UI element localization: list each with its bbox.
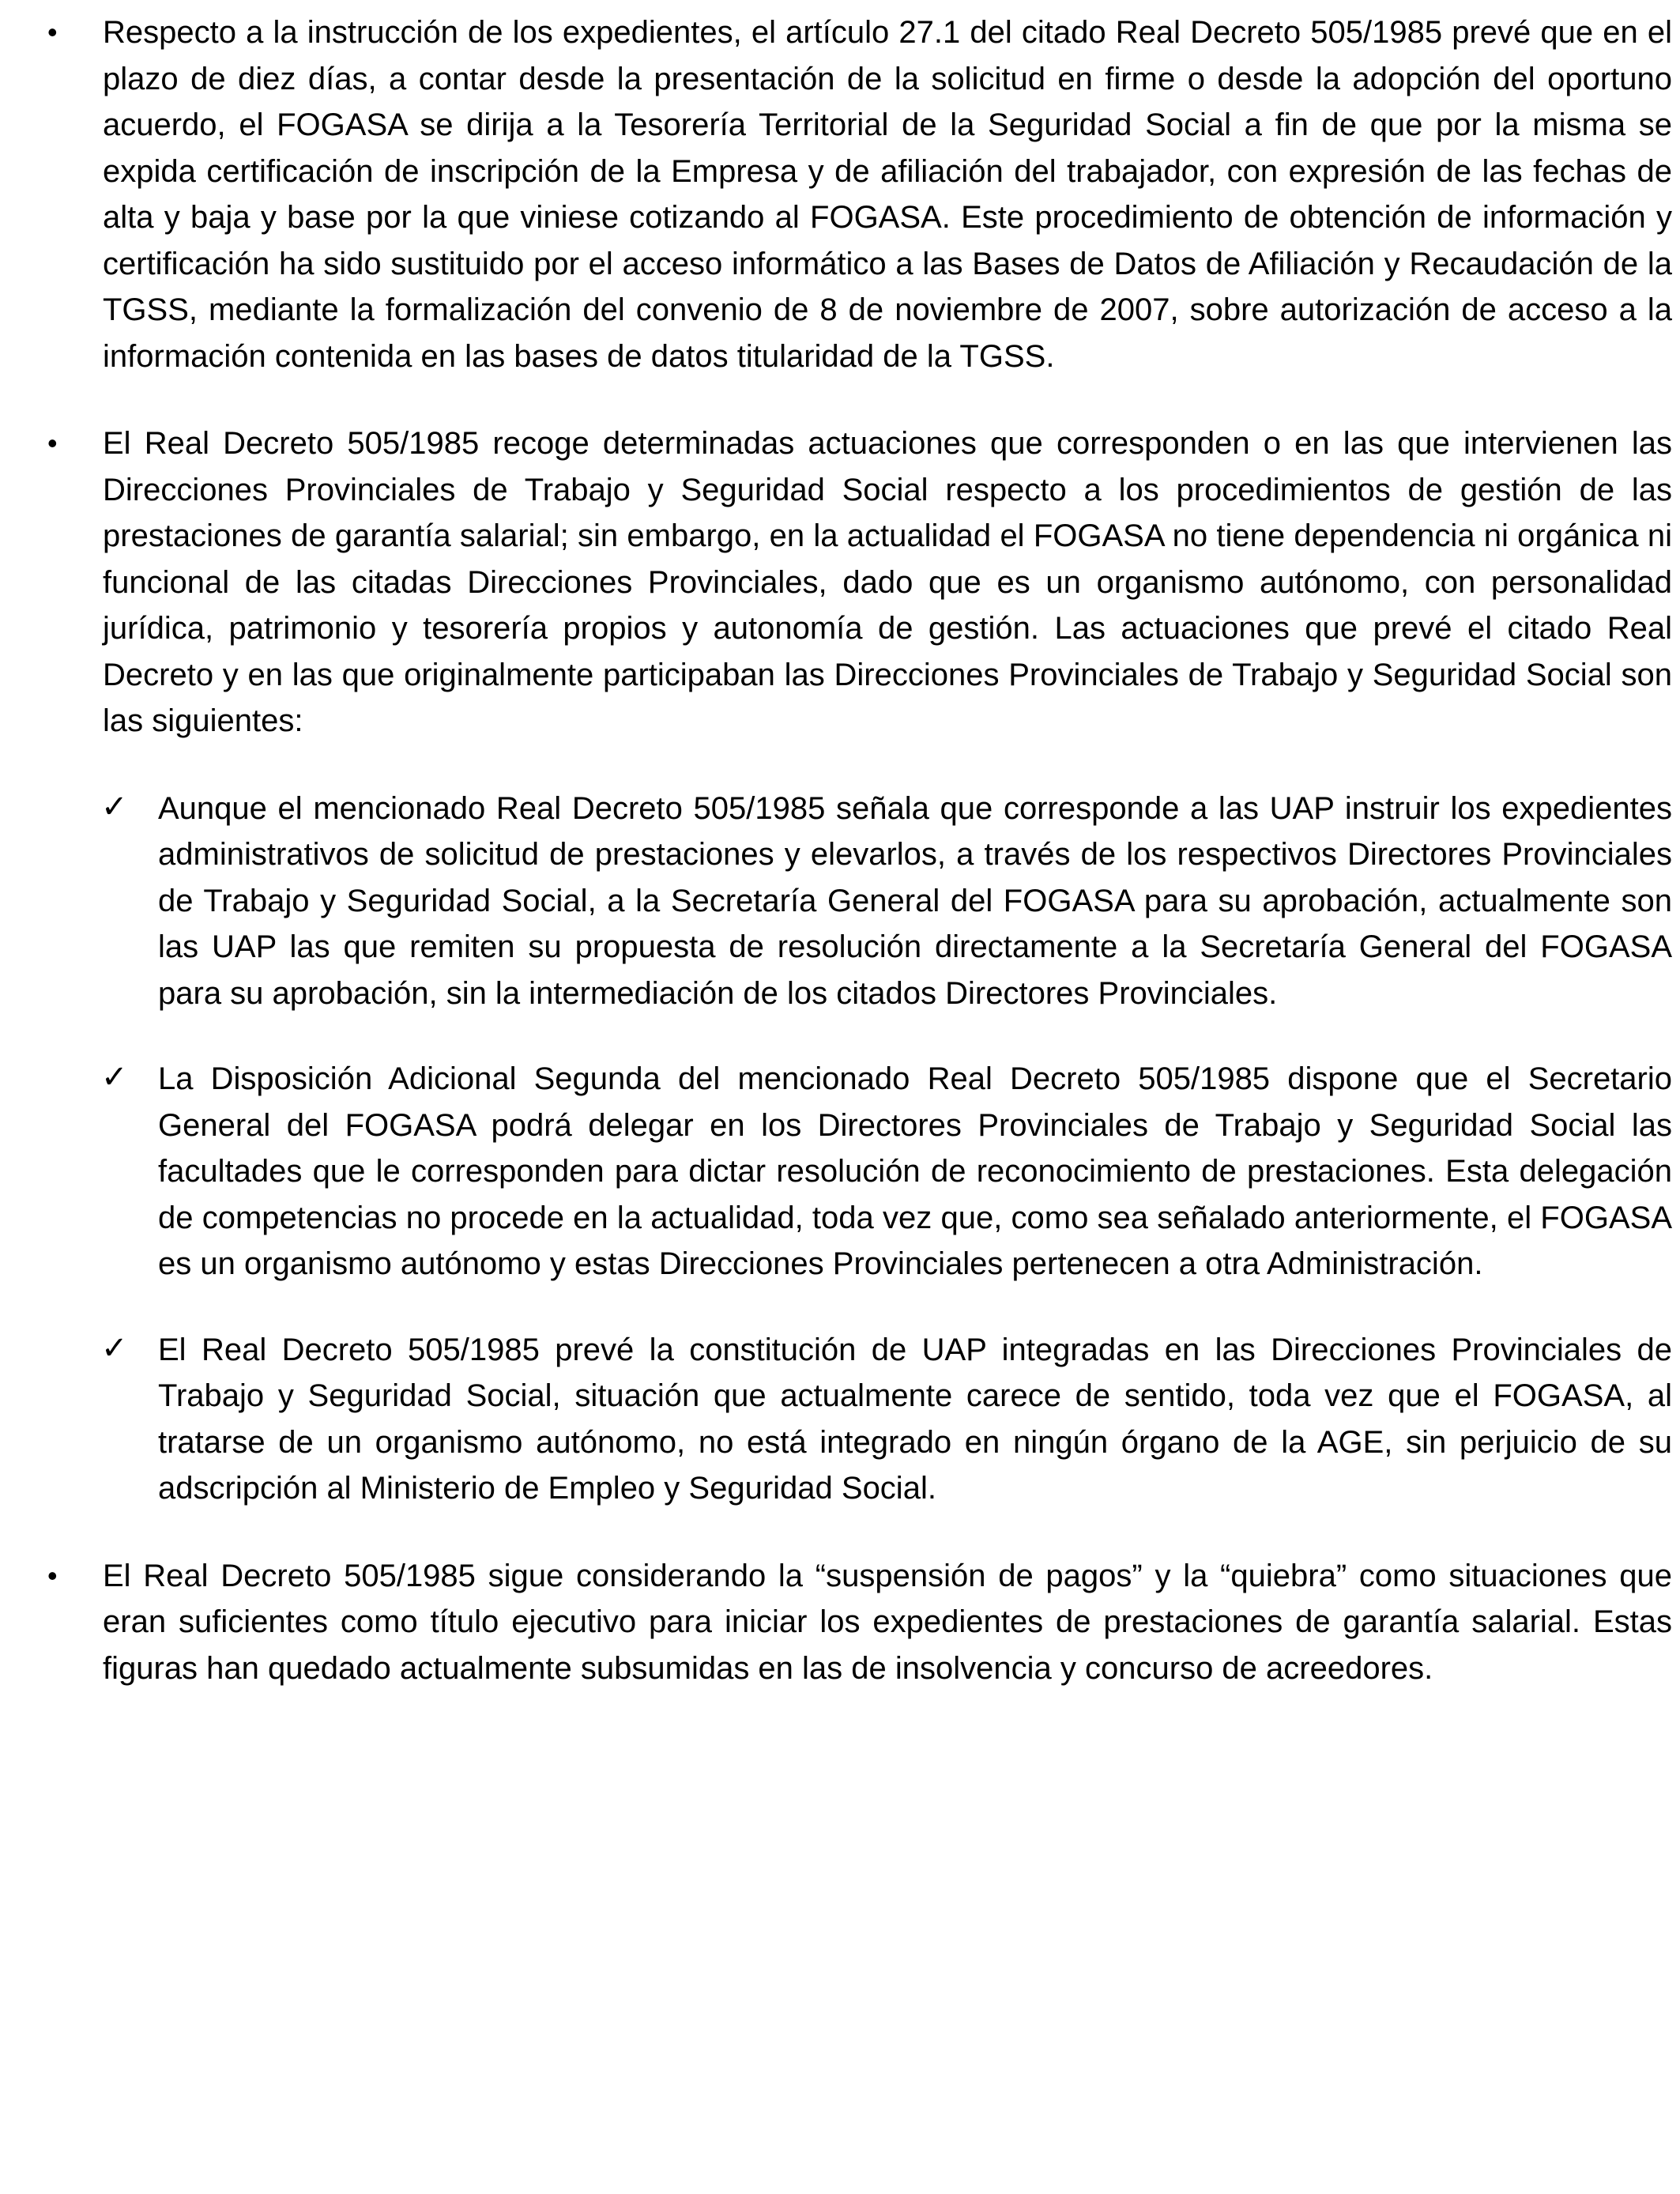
bullet-paragraph: El Real Decreto 505/1985 recoge determinadas actuaciones que corresponden o en las que intervienen las Direcciones Provinciales de Trabajo y Seguridad Social respecto a los procedimientos de gestión de las prestaciones de garantía salarial; sin embargo, en la actualidad el FOGASA no tiene dependencia ni orgánica ni funcional de las citadas Direcciones Provinciales, dado que es un organismo autónomo, con personalidad jurídica, patrimonio y tesorería propios y autonomía de gestión. Las actuaciones que prevé el citado Real Decreto y en las que originalmente participaban las Direcciones Provinciales de Trabajo y Seguridad Social son las siguientes:	[103, 426, 1672, 738]
checklist-item	[101, 1327, 1672, 1512]
checkmark-icon: ✓	[101, 1059, 128, 1095]
checklist-paragraph: Aunque el mencionado Real Decreto 505/1985 señala que corresponde a las UAP instruir los expedientes administrativos de solicitud de prestaciones y elevarlos, a través de los respectivos Directores Provinciales de Trabajo y Seguridad Social, a la Secretaría General del FOGASA para su aprobación, actualmente son las UAP las que remiten su propuesta de resolución directamente a la Secretaría General del FOGASA para su aprobación, sin la intermediación de los citados Directores Provinciales.	[158, 790, 1672, 1011]
bullet-item	[43, 1553, 1672, 1692]
checklist	[43, 786, 1672, 1512]
document-body	[43, 9, 1672, 1732]
checklist-paragraph: La Disposición Adicional Segunda del mencionado Real Decreto 505/1985 dispone que el Secretario General del FOGASA podrá delegar en los Directores Provinciales de Trabajo y Seguridad Social las facultades que le corresponden para dictar resolución de reconocimiento de prestaciones. Esta delegación de competencias no procede en la actualidad, toda vez que, como sea señalado anteriormente, el FOGASA es un organismo autónomo y estas Direcciones Provinciales pertenecen a otra Administración.	[158, 1061, 1672, 1281]
checklist-item	[101, 1056, 1672, 1287]
bullet-icon: •	[47, 16, 58, 48]
bullet-paragraph: El Real Decreto 505/1985 sigue considerando la “suspensión de pagos” y la “quiebra” como situaciones que eran suficientes como título ejecutivo para iniciar los expedientes de prestaciones de garantía salarial. Estas figuras han quedado actualmente subsumidas en las de insolvencia y concurso de acreedores.	[103, 1558, 1672, 1686]
checklist-item	[101, 786, 1672, 1017]
bullet-item	[43, 9, 1672, 379]
bullet-icon: •	[47, 427, 58, 459]
bullet-paragraph: Respecto a la instrucción de los expedientes, el artículo 27.1 del citado Real Decreto 505/1985 prevé que en el plazo de diez días, a contar desde la presentación de la solicitud en firme o desde la adopción del oportuno acuerdo, el FOGASA se dirija a la Tesorería Territorial de la Seguridad Social a fin de que por la misma se expida certificación de inscripción de la Empresa y de afiliación del trabajador, con expresión de las fechas de alta y baja y base por la que viniese cotizando al FOGASA. Este procedimiento de obtención de información y certificación ha sido sustituido por el acceso informático a las Bases de Datos de Afiliación y Recaudación de la TGSS, mediante la formalización del convenio de 8 de noviembre de 2007, sobre autorización de acceso a la información contenida en las bases de datos titularidad de la TGSS.	[103, 15, 1672, 374]
checkmark-icon: ✓	[101, 1329, 128, 1367]
checkmark-icon: ✓	[101, 788, 128, 825]
bullet-item	[43, 420, 1672, 1512]
checklist-paragraph: El Real Decreto 505/1985 prevé la constitución de UAP integradas en las Direcciones Provinciales de Trabajo y Seguridad Social, situación que actualmente carece de sentido, toda vez que el FOGASA, al tratarse de un organismo autónomo, no está integrado en ningún órgano de la AGE, sin perjuicio de su adscripción al Ministerio de Empleo y Seguridad Social.	[158, 1332, 1672, 1506]
bullet-icon: •	[47, 1559, 58, 1592]
